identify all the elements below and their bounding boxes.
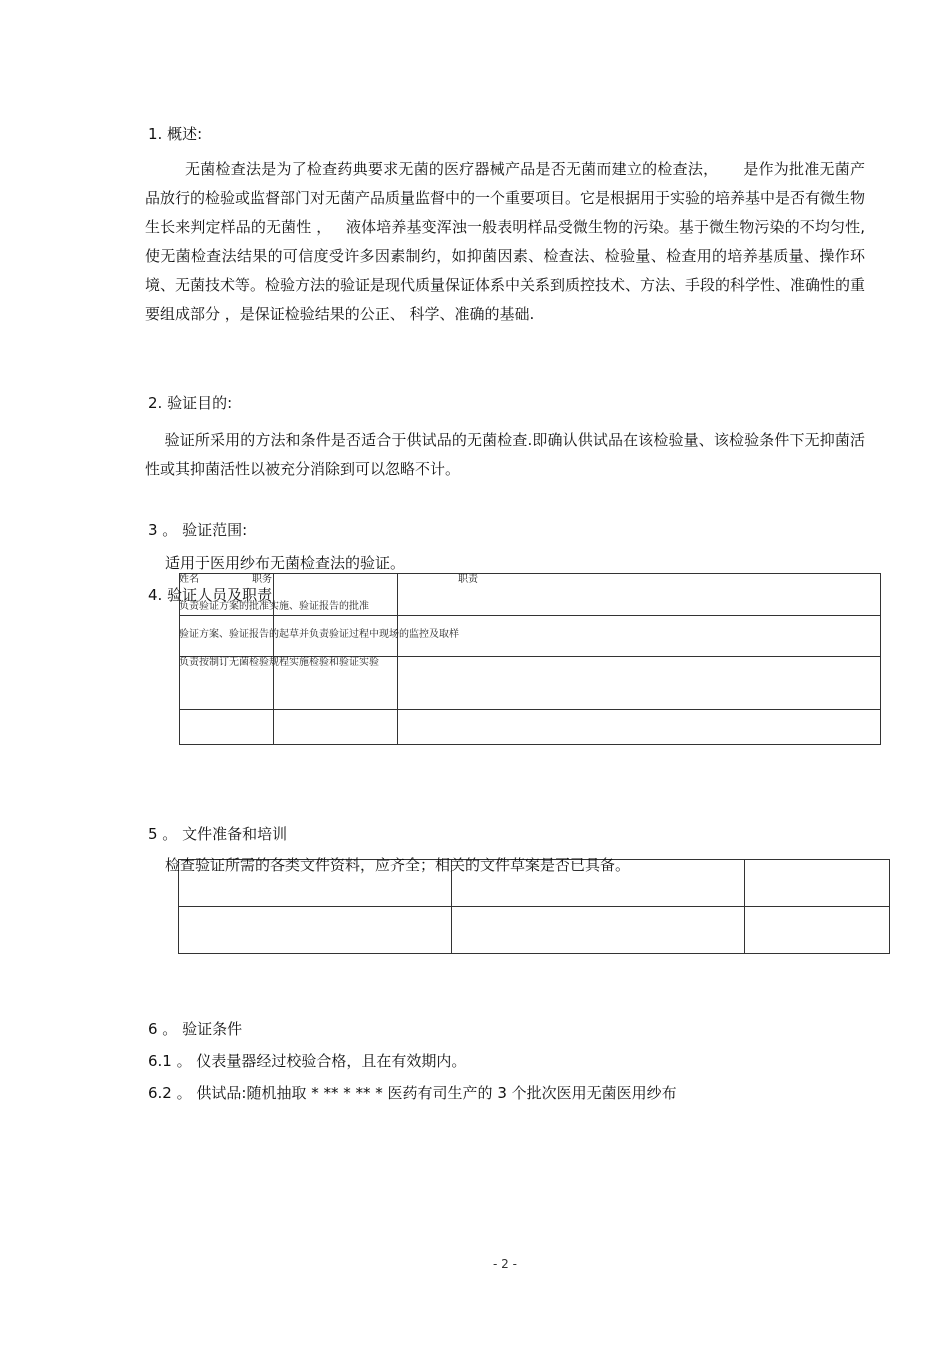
section-6-item-2: 6.2 。 供试品:随机抽取 * ** * ** * 医药有司生产的 3 个批次医用无菌医用纱布 — [148, 1084, 677, 1102]
section-3-heading: 3 。 验证范围: — [148, 521, 248, 539]
page-number: - 2 - — [493, 1257, 517, 1271]
table-cell — [398, 657, 881, 710]
section-2-heading: 2. 验证目的: — [148, 394, 233, 412]
section-1-body: 无菌检查法是为了检查药典要求无菌的医疗器械产品是否无菌而建立的检查法， 是作为批准无菌产品放行的检验或监督部门对无菌产品质量监督中的一个重要项目。它是根据用于实验的培养基中是否有微生物生长来判定样品的无菌性 ， 液体培养基变浑浊一般表明样品受微生物的污染。基于微生物污染的不均匀性,使无菌检查法结果的可信度受许多因素制约，如抑菌因素、检查法、检验量、检查用的培养基质量、操作环境、无菌技术等。检验方法的验证是现代质量保证体系中关系到质控技术、方法、手段的科学性、准确性的重要组成部分 ，是保证检验结果的公正、 科学、准确的基础. — [145, 160, 866, 323]
duty-row-2: 验证方案、验证报告的起草并负责验证过程中现场的监控及取样 — [179, 629, 459, 640]
table-cell — [398, 710, 881, 745]
table-cell — [180, 710, 274, 745]
header-duty: 职责 — [458, 574, 478, 585]
section-5-heading: 5 。 文件准备和培训 — [148, 825, 288, 843]
header-post: 职务 — [252, 574, 272, 585]
table-cell — [398, 616, 881, 657]
table-cell — [274, 710, 398, 745]
section-3-body: 适用于医用纱布无菌检查法的验证。 — [165, 554, 406, 572]
duty-row-1: 负责验证方案的批准实施、验证报告的批准 — [179, 601, 369, 612]
section-4-heading: 4. 验证人员及职责 — [148, 586, 273, 604]
table-cell — [452, 907, 745, 954]
table-cell — [745, 860, 890, 907]
header-name: 姓名 — [179, 574, 199, 585]
table-cell — [745, 907, 890, 954]
section-6-heading: 6 。 验证条件 — [148, 1020, 243, 1038]
section-2-body: 验证所采用的方法和条件是否适合于供试品的无菌检查.即确认供试品在该检验量、该检验条件下无抑菌活性或其抑菌活性以被充分消除到可以忽略不计。 — [145, 431, 866, 478]
duty-row-3: 负责按制订无菌检验规程实施检验和验证实验 — [179, 657, 379, 668]
section-5-body: 检查验证所需的各类文件资料，应齐全；相关的文件草案是否已具备。 — [165, 856, 631, 874]
section-6-item-1: 6.1 。 仪表量器经过校验合格，且在有效期内。 — [148, 1052, 467, 1070]
section-1-heading: 1. 概述: — [148, 125, 203, 143]
table-cell — [179, 907, 452, 954]
